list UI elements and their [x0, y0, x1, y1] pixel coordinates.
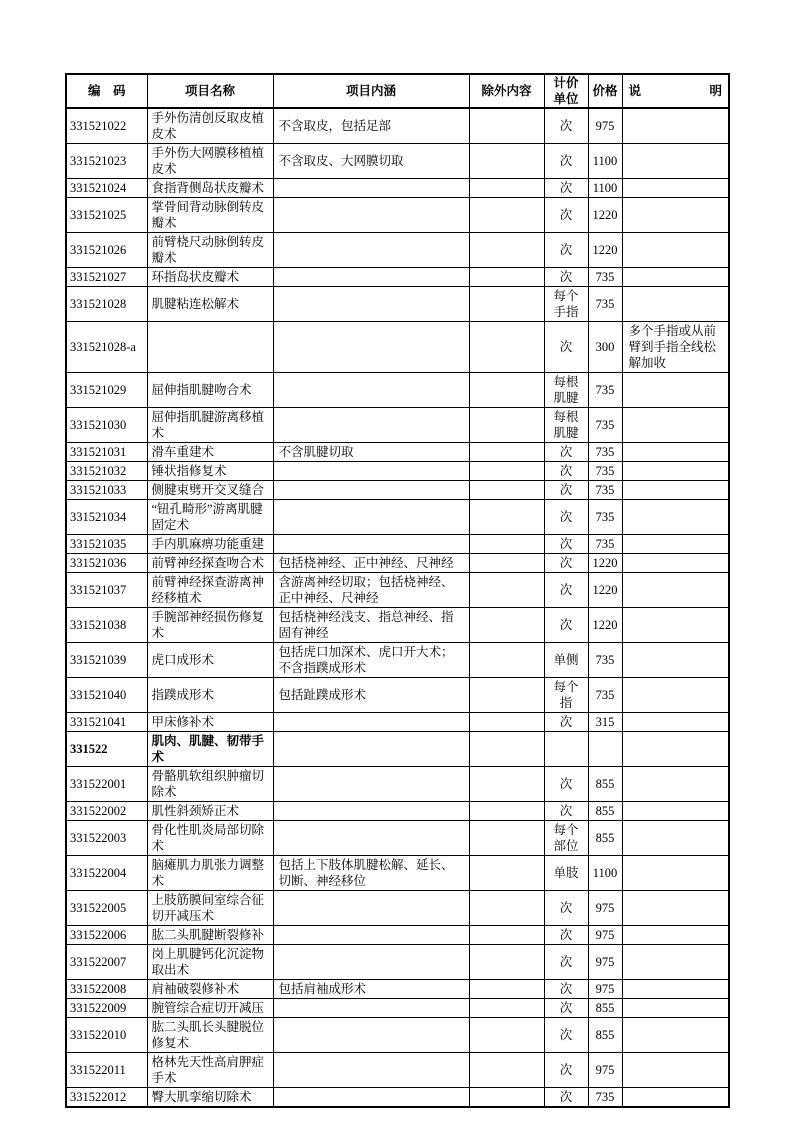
cell-content: 不含取皮，包括足部	[273, 108, 469, 144]
cell-name: 骨骼肌软组织肿瘤切除术	[147, 767, 273, 802]
cell-content	[273, 945, 469, 980]
cell-content	[273, 287, 469, 322]
cell-content: 含游离神经切取；包括桡神经、正中神经、尺神经	[273, 573, 469, 608]
cell-code: 331522001	[66, 767, 147, 802]
cell-price: 1100	[588, 179, 622, 198]
cell-exclusion	[469, 108, 544, 144]
note-header-left: 说	[628, 84, 642, 98]
cell-code: 331521031	[66, 443, 147, 462]
cell-name: 手外伤大网膜移植植皮术	[147, 144, 273, 179]
cell-unit: 次	[544, 980, 588, 999]
cell-name: 前臂神经探查吻合术	[147, 554, 273, 573]
price-table	[65, 73, 730, 1108]
cell-exclusion	[469, 926, 544, 945]
cell-name: “钮孔畸形”游离肌腱固定术	[147, 500, 273, 535]
cell-exclusion	[469, 1088, 544, 1108]
cell-note	[622, 1088, 729, 1108]
table-row	[66, 573, 729, 608]
cell-unit	[544, 732, 588, 767]
cell-exclusion	[469, 608, 544, 643]
cell-content	[273, 732, 469, 767]
cell-content	[273, 713, 469, 732]
cell-code: 331521026	[66, 233, 147, 268]
cell-unit: 每个部位	[544, 821, 588, 856]
cell-name: 肱二头肌腱断裂修补	[147, 926, 273, 945]
cell-exclusion	[469, 980, 544, 999]
cell-price: 975	[588, 891, 622, 926]
cell-unit: 次	[544, 108, 588, 144]
note-header-right: 明	[709, 84, 722, 98]
table-row	[66, 373, 729, 408]
cell-name: 环指岛状皮瓣术	[147, 268, 273, 287]
cell-note	[622, 980, 729, 999]
cell-unit: 次	[544, 179, 588, 198]
cell-exclusion	[469, 643, 544, 678]
cell-unit: 次	[544, 443, 588, 462]
cell-name: 屈伸指肌腱游离移植术	[147, 408, 273, 443]
cell-content	[273, 1088, 469, 1108]
cell-unit: 次	[544, 767, 588, 802]
cell-unit: 每根肌腱	[544, 373, 588, 408]
cell-price	[588, 732, 622, 767]
cell-code: 331522012	[66, 1088, 147, 1108]
cell-name: 锤状指修复术	[147, 462, 273, 481]
cell-unit: 次	[544, 462, 588, 481]
table-header	[66, 74, 729, 108]
cell-content	[273, 891, 469, 926]
cell-note	[622, 500, 729, 535]
cell-price: 1220	[588, 198, 622, 233]
cell-exclusion	[469, 678, 544, 713]
cell-exclusion	[469, 373, 544, 408]
cell-price: 300	[588, 322, 622, 373]
cell-price: 1100	[588, 856, 622, 891]
cell-code: 331522005	[66, 891, 147, 926]
cell-unit: 次	[544, 322, 588, 373]
cell-code: 331522002	[66, 802, 147, 821]
cell-name: 臀大肌挛缩切除术	[147, 1088, 273, 1108]
cell-content	[273, 408, 469, 443]
cell-name: 上肢筋膜间室综合征切开减压术	[147, 891, 273, 926]
cell-exclusion	[469, 802, 544, 821]
col-header-exclusion: 除外内容	[469, 74, 544, 108]
cell-note	[622, 926, 729, 945]
cell-exclusion	[469, 500, 544, 535]
table-row	[66, 643, 729, 678]
cell-content: 包括肩袖成形术	[273, 980, 469, 999]
cell-unit: 次	[544, 554, 588, 573]
cell-price: 855	[588, 999, 622, 1018]
cell-price: 735	[588, 643, 622, 678]
cell-code: 331522011	[66, 1053, 147, 1088]
cell-content: 不含肌腱切取	[273, 443, 469, 462]
table-row	[66, 980, 729, 999]
table-row	[66, 179, 729, 198]
cell-note	[622, 108, 729, 144]
table-row	[66, 1088, 729, 1108]
table-page	[65, 73, 730, 1108]
table-row	[66, 481, 729, 500]
cell-code: 331521022	[66, 108, 147, 144]
cell-note	[622, 198, 729, 233]
cell-price: 975	[588, 1053, 622, 1088]
cell-note	[622, 373, 729, 408]
cell-unit: 次	[544, 945, 588, 980]
cell-exclusion	[469, 535, 544, 554]
cell-name: 滑车重建术	[147, 443, 273, 462]
cell-note	[622, 573, 729, 608]
cell-content	[273, 322, 469, 373]
cell-code: 331521041	[66, 713, 147, 732]
cell-content	[273, 233, 469, 268]
table-row	[66, 767, 729, 802]
cell-unit: 次	[544, 233, 588, 268]
cell-name: 前臂神经探查游离神经移植术	[147, 573, 273, 608]
cell-name: 骨化性肌炎局部切除术	[147, 821, 273, 856]
cell-unit: 次	[544, 608, 588, 643]
table-body	[66, 108, 729, 1107]
col-header-note	[622, 74, 729, 108]
cell-content	[273, 999, 469, 1018]
cell-code: 331522007	[66, 945, 147, 980]
table-row	[66, 678, 729, 713]
cell-code: 331522008	[66, 980, 147, 999]
cell-price: 855	[588, 1018, 622, 1053]
table-row	[66, 856, 729, 891]
cell-code: 331521037	[66, 573, 147, 608]
cell-exclusion	[469, 554, 544, 573]
cell-note	[622, 945, 729, 980]
cell-name: 腕管综合症切开减压	[147, 999, 273, 1018]
cell-unit: 单侧	[544, 643, 588, 678]
table-row	[66, 462, 729, 481]
cell-price: 735	[588, 500, 622, 535]
cell-price: 1220	[588, 554, 622, 573]
col-header-code: 编 码	[66, 74, 147, 108]
cell-content	[273, 767, 469, 802]
cell-name: 肌腱粘连松解术	[147, 287, 273, 322]
cell-exclusion	[469, 462, 544, 481]
cell-name: 肌性斜颈矫正术	[147, 802, 273, 821]
cell-note	[622, 144, 729, 179]
cell-name: 手外伤清创反取皮植皮术	[147, 108, 273, 144]
cell-unit: 次	[544, 144, 588, 179]
cell-unit: 次	[544, 198, 588, 233]
cell-code: 331522009	[66, 999, 147, 1018]
cell-exclusion	[469, 443, 544, 462]
cell-note	[622, 462, 729, 481]
table-row	[66, 535, 729, 554]
cell-note	[622, 821, 729, 856]
cell-name: 手腕部神经损伤修复术	[147, 608, 273, 643]
cell-code: 331521034	[66, 500, 147, 535]
cell-unit: 次	[544, 500, 588, 535]
cell-price: 735	[588, 535, 622, 554]
cell-note	[622, 999, 729, 1018]
table-row	[66, 821, 729, 856]
table-row	[66, 891, 729, 926]
cell-content: 包括虎口加深术、虎口开大术；不含指蹼成形术	[273, 643, 469, 678]
table-row	[66, 999, 729, 1018]
table-row	[66, 144, 729, 179]
cell-exclusion	[469, 1053, 544, 1088]
col-header-name: 项目名称	[147, 74, 273, 108]
cell-name: 前臂桡尺动脉倒转皮瓣术	[147, 233, 273, 268]
cell-unit: 次	[544, 802, 588, 821]
cell-content	[273, 821, 469, 856]
cell-note	[622, 678, 729, 713]
cell-name: 肩袖破裂修补术	[147, 980, 273, 999]
cell-content: 包括上下肢体肌腱松解、延长、切断、神经移位	[273, 856, 469, 891]
cell-unit: 次	[544, 926, 588, 945]
cell-note	[622, 287, 729, 322]
cell-note	[622, 802, 729, 821]
cell-price: 1220	[588, 608, 622, 643]
cell-name: 岗上肌腱钙化沉淀物取出术	[147, 945, 273, 980]
cell-exclusion	[469, 144, 544, 179]
cell-price: 1220	[588, 233, 622, 268]
cell-note	[622, 732, 729, 767]
cell-code: 331522003	[66, 821, 147, 856]
col-header-unit: 计价单位	[544, 74, 588, 108]
cell-content	[273, 926, 469, 945]
table-row	[66, 732, 729, 767]
cell-price: 1100	[588, 144, 622, 179]
cell-content	[273, 535, 469, 554]
cell-note	[622, 767, 729, 802]
cell-exclusion	[469, 767, 544, 802]
cell-unit: 次	[544, 535, 588, 554]
cell-price: 735	[588, 462, 622, 481]
cell-code: 331521025	[66, 198, 147, 233]
cell-price: 735	[588, 678, 622, 713]
cell-price: 735	[588, 443, 622, 462]
cell-note	[622, 856, 729, 891]
cell-code: 331521029	[66, 373, 147, 408]
cell-exclusion	[469, 891, 544, 926]
cell-note	[622, 891, 729, 926]
cell-exclusion	[469, 198, 544, 233]
cell-code: 331521030	[66, 408, 147, 443]
cell-code: 331521028	[66, 287, 147, 322]
cell-content	[273, 500, 469, 535]
cell-code: 331521038	[66, 608, 147, 643]
cell-name: 肱二头肌长头腱脱位修复术	[147, 1018, 273, 1053]
cell-unit: 次	[544, 1053, 588, 1088]
cell-note: 多个手指或从前臂到手指全线松解加收	[622, 322, 729, 373]
cell-exclusion	[469, 1018, 544, 1053]
cell-note	[622, 481, 729, 500]
cell-name: 格林先天性高肩胛症手术	[147, 1053, 273, 1088]
cell-name: 侧腱束劈开交叉缝合	[147, 481, 273, 500]
cell-unit: 每根肌腱	[544, 408, 588, 443]
note-header-spread	[623, 83, 729, 99]
table-row	[66, 233, 729, 268]
cell-exclusion	[469, 713, 544, 732]
cell-exclusion	[469, 233, 544, 268]
table-row	[66, 322, 729, 373]
cell-note	[622, 268, 729, 287]
cell-note	[622, 233, 729, 268]
table-row	[66, 608, 729, 643]
cell-name: 掌骨间背动脉倒转皮瓣术	[147, 198, 273, 233]
cell-code: 331521023	[66, 144, 147, 179]
cell-code: 331521028-a	[66, 322, 147, 373]
table-row	[66, 443, 729, 462]
cell-code: 331522	[66, 732, 147, 767]
cell-content	[273, 1053, 469, 1088]
cell-price: 975	[588, 108, 622, 144]
cell-exclusion	[469, 268, 544, 287]
table-row	[66, 802, 729, 821]
cell-unit: 次	[544, 1088, 588, 1108]
cell-code: 331521039	[66, 643, 147, 678]
cell-price: 975	[588, 945, 622, 980]
cell-content	[273, 179, 469, 198]
cell-note	[622, 408, 729, 443]
cell-exclusion	[469, 856, 544, 891]
cell-name: 手内肌麻痹功能重建	[147, 535, 273, 554]
cell-price: 735	[588, 373, 622, 408]
cell-note	[622, 1018, 729, 1053]
table-row	[66, 408, 729, 443]
cell-exclusion	[469, 408, 544, 443]
cell-content: 包括桡神经、正中神经、尺神经	[273, 554, 469, 573]
cell-note	[622, 643, 729, 678]
cell-unit: 次	[544, 713, 588, 732]
cell-exclusion	[469, 999, 544, 1018]
cell-exclusion	[469, 821, 544, 856]
table-row	[66, 287, 729, 322]
cell-name: 食指背侧岛状皮瓣术	[147, 179, 273, 198]
cell-content	[273, 198, 469, 233]
cell-note	[622, 554, 729, 573]
cell-unit: 单肢	[544, 856, 588, 891]
cell-price: 975	[588, 980, 622, 999]
cell-exclusion	[469, 573, 544, 608]
cell-unit: 每个手指	[544, 287, 588, 322]
cell-code: 331521024	[66, 179, 147, 198]
cell-content	[273, 462, 469, 481]
cell-price: 735	[588, 268, 622, 287]
table-row	[66, 945, 729, 980]
cell-code: 331521032	[66, 462, 147, 481]
cell-content	[273, 802, 469, 821]
table-row	[66, 500, 729, 535]
cell-exclusion	[469, 945, 544, 980]
cell-name: 脑瘫肌力肌张力调整术	[147, 856, 273, 891]
cell-content: 包括桡神经浅支、指总神经、指固有神经	[273, 608, 469, 643]
cell-price: 855	[588, 767, 622, 802]
cell-code: 331521033	[66, 481, 147, 500]
cell-price: 975	[588, 926, 622, 945]
cell-unit: 次	[544, 891, 588, 926]
cell-content	[273, 481, 469, 500]
cell-content	[273, 373, 469, 408]
cell-unit: 次	[544, 268, 588, 287]
cell-note	[622, 443, 729, 462]
cell-note	[622, 1053, 729, 1088]
cell-unit: 次	[544, 573, 588, 608]
cell-exclusion	[469, 322, 544, 373]
header-row	[66, 74, 729, 108]
table-row	[66, 1018, 729, 1053]
cell-code: 331521036	[66, 554, 147, 573]
cell-code: 331522006	[66, 926, 147, 945]
cell-name	[147, 322, 273, 373]
cell-note	[622, 535, 729, 554]
cell-name: 指蹼成形术	[147, 678, 273, 713]
cell-price: 735	[588, 287, 622, 322]
cell-price: 855	[588, 821, 622, 856]
cell-name: 甲床修补术	[147, 713, 273, 732]
cell-code: 331521035	[66, 535, 147, 554]
table-row	[66, 1053, 729, 1088]
col-header-content: 项目内涵	[273, 74, 469, 108]
table-row	[66, 108, 729, 144]
cell-price: 735	[588, 408, 622, 443]
cell-note	[622, 608, 729, 643]
cell-name: 虎口成形术	[147, 643, 273, 678]
cell-code: 331522010	[66, 1018, 147, 1053]
table-row	[66, 926, 729, 945]
cell-price: 315	[588, 713, 622, 732]
table-row	[66, 713, 729, 732]
col-header-price: 价格	[588, 74, 622, 108]
cell-exclusion	[469, 732, 544, 767]
cell-note	[622, 713, 729, 732]
cell-price: 735	[588, 1088, 622, 1108]
cell-name: 屈伸指肌腱吻合术	[147, 373, 273, 408]
table-row	[66, 268, 729, 287]
cell-unit: 次	[544, 999, 588, 1018]
cell-code: 331521027	[66, 268, 147, 287]
cell-content	[273, 268, 469, 287]
cell-content	[273, 1018, 469, 1053]
cell-unit: 次	[544, 1018, 588, 1053]
cell-price: 1220	[588, 573, 622, 608]
cell-exclusion	[469, 481, 544, 500]
cell-content: 包括趾蹼成形术	[273, 678, 469, 713]
cell-code: 331521040	[66, 678, 147, 713]
cell-unit: 次	[544, 481, 588, 500]
cell-unit: 每个指	[544, 678, 588, 713]
cell-exclusion	[469, 179, 544, 198]
cell-name: 肌肉、肌腱、韧带手术	[147, 732, 273, 767]
cell-exclusion	[469, 287, 544, 322]
cell-note	[622, 179, 729, 198]
cell-content: 不含取皮、大网膜切取	[273, 144, 469, 179]
cell-code: 331522004	[66, 856, 147, 891]
cell-price: 735	[588, 481, 622, 500]
table-row	[66, 198, 729, 233]
table-row	[66, 554, 729, 573]
cell-price: 855	[588, 802, 622, 821]
